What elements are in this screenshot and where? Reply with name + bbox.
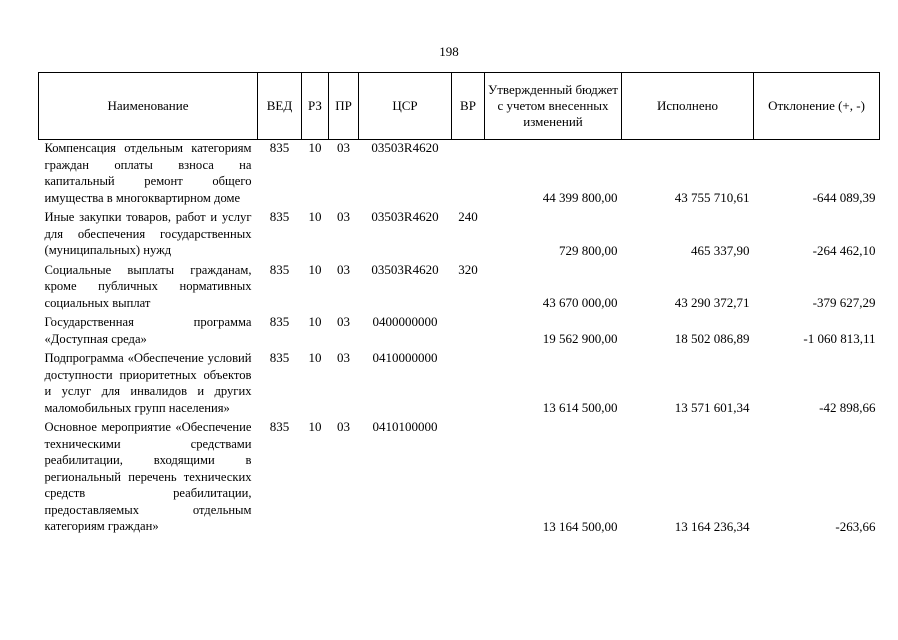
row-pr: 03 <box>337 140 350 155</box>
row-approved: 19 562 900,00 <box>542 331 618 346</box>
row-approved: 13 164 500,00 <box>542 518 618 534</box>
row-rz: 10 <box>308 419 322 434</box>
header-ved: ВЕД <box>258 73 302 140</box>
header-deviation: Отклонение (+, -) <box>754 73 880 140</box>
table-row <box>39 262 880 315</box>
header-vr: ВР <box>452 73 485 140</box>
row-csr: 0410000000 <box>372 350 438 365</box>
row-executed: 13 571 601,34 <box>674 400 750 415</box>
row-pr: 03 <box>337 209 350 224</box>
header-rz: РЗ <box>302 73 329 140</box>
row-ved: 835 <box>269 314 290 329</box>
table-row <box>39 140 880 210</box>
row-rz: 10 <box>308 350 322 365</box>
row-executed: 465 337,90 <box>691 242 750 258</box>
header-approved: Утвержденный бюджет с учетом внесенных изменений <box>485 73 622 140</box>
row-deviation: -644 089,39 <box>812 190 876 205</box>
row-executed: 18 502 086,89 <box>674 331 750 346</box>
row-executed: 43 755 710,61 <box>674 190 750 205</box>
row-ved: 835 <box>269 209 290 224</box>
row-csr: 03503R4620 <box>371 140 439 155</box>
row-executed: 13 164 236,34 <box>674 518 750 534</box>
row-rz: 10 <box>308 209 322 224</box>
row-name: Иные закупки товаров, работ и услуг для обеспечения государственных (муниципальных) нужд <box>44 210 252 257</box>
row-csr: 0410100000 <box>372 419 438 434</box>
row-csr: 03503R4620 <box>371 209 439 224</box>
row-deviation: -42 898,66 <box>819 400 876 415</box>
row-ved: 835 <box>269 140 290 155</box>
row-csr: 0400000000 <box>372 314 438 329</box>
row-deviation: -379 627,29 <box>812 295 876 310</box>
row-deviation: -1 060 813,11 <box>803 331 876 346</box>
page-number: 198 <box>439 44 459 59</box>
table-row <box>39 419 880 538</box>
header-pr: ПР <box>329 73 359 140</box>
table-row <box>39 350 880 419</box>
row-rz: 10 <box>308 314 322 329</box>
row-rz: 10 <box>308 140 322 155</box>
row-vr <box>452 350 485 419</box>
row-approved: 43 670 000,00 <box>542 295 618 310</box>
row-name: Основное мероприятие «Обеспечение техническими средствами реабилитации, входящими в региональный перечень технических средств реабилитации, предоставляемых отдельным категориям граждан» <box>44 420 252 533</box>
row-ved: 835 <box>269 261 290 277</box>
budget-table <box>38 72 880 538</box>
row-ved: 835 <box>269 350 290 365</box>
row-csr: 03503R4620 <box>371 261 439 277</box>
row-vr: 240 <box>458 209 478 224</box>
row-name: Социальные выплаты гражданам, кроме публичных нормативных социальных выплат <box>44 262 252 310</box>
header-csr: ЦСР <box>359 73 452 140</box>
row-name: Подпрограмма «Обеспечение условий доступности приоритетных объектов и услуг для инвалидов и других маломобильных групп населения» <box>44 351 252 415</box>
row-approved: 13 614 500,00 <box>542 400 618 415</box>
row-pr: 03 <box>337 350 350 365</box>
row-approved: 729 800,00 <box>559 242 618 258</box>
row-pr: 03 <box>337 419 350 434</box>
row-deviation: -263,66 <box>835 518 876 534</box>
row-pr: 03 <box>337 261 350 277</box>
row-vr <box>452 419 485 538</box>
row-name: Государственная программа «Доступная среда» <box>44 315 252 346</box>
row-ved: 835 <box>269 419 290 434</box>
row-vr <box>452 314 485 350</box>
row-pr: 03 <box>337 314 350 329</box>
table-row <box>39 209 880 262</box>
row-executed: 43 290 372,71 <box>674 295 750 310</box>
header-executed: Исполнено <box>622 73 754 140</box>
row-deviation: -264 462,10 <box>812 242 876 258</box>
header-name: Наименование <box>39 73 258 140</box>
table-row <box>39 314 880 350</box>
row-name: Компенсация отдельным категориям граждан оплаты взноса на капитальный ремонт общего имущества в многоквартирном доме <box>44 141 252 205</box>
row-vr: 320 <box>458 261 478 277</box>
table-header-row <box>39 73 880 140</box>
row-approved: 44 399 800,00 <box>542 190 618 205</box>
row-vr <box>452 140 485 210</box>
row-rz: 10 <box>308 261 322 277</box>
